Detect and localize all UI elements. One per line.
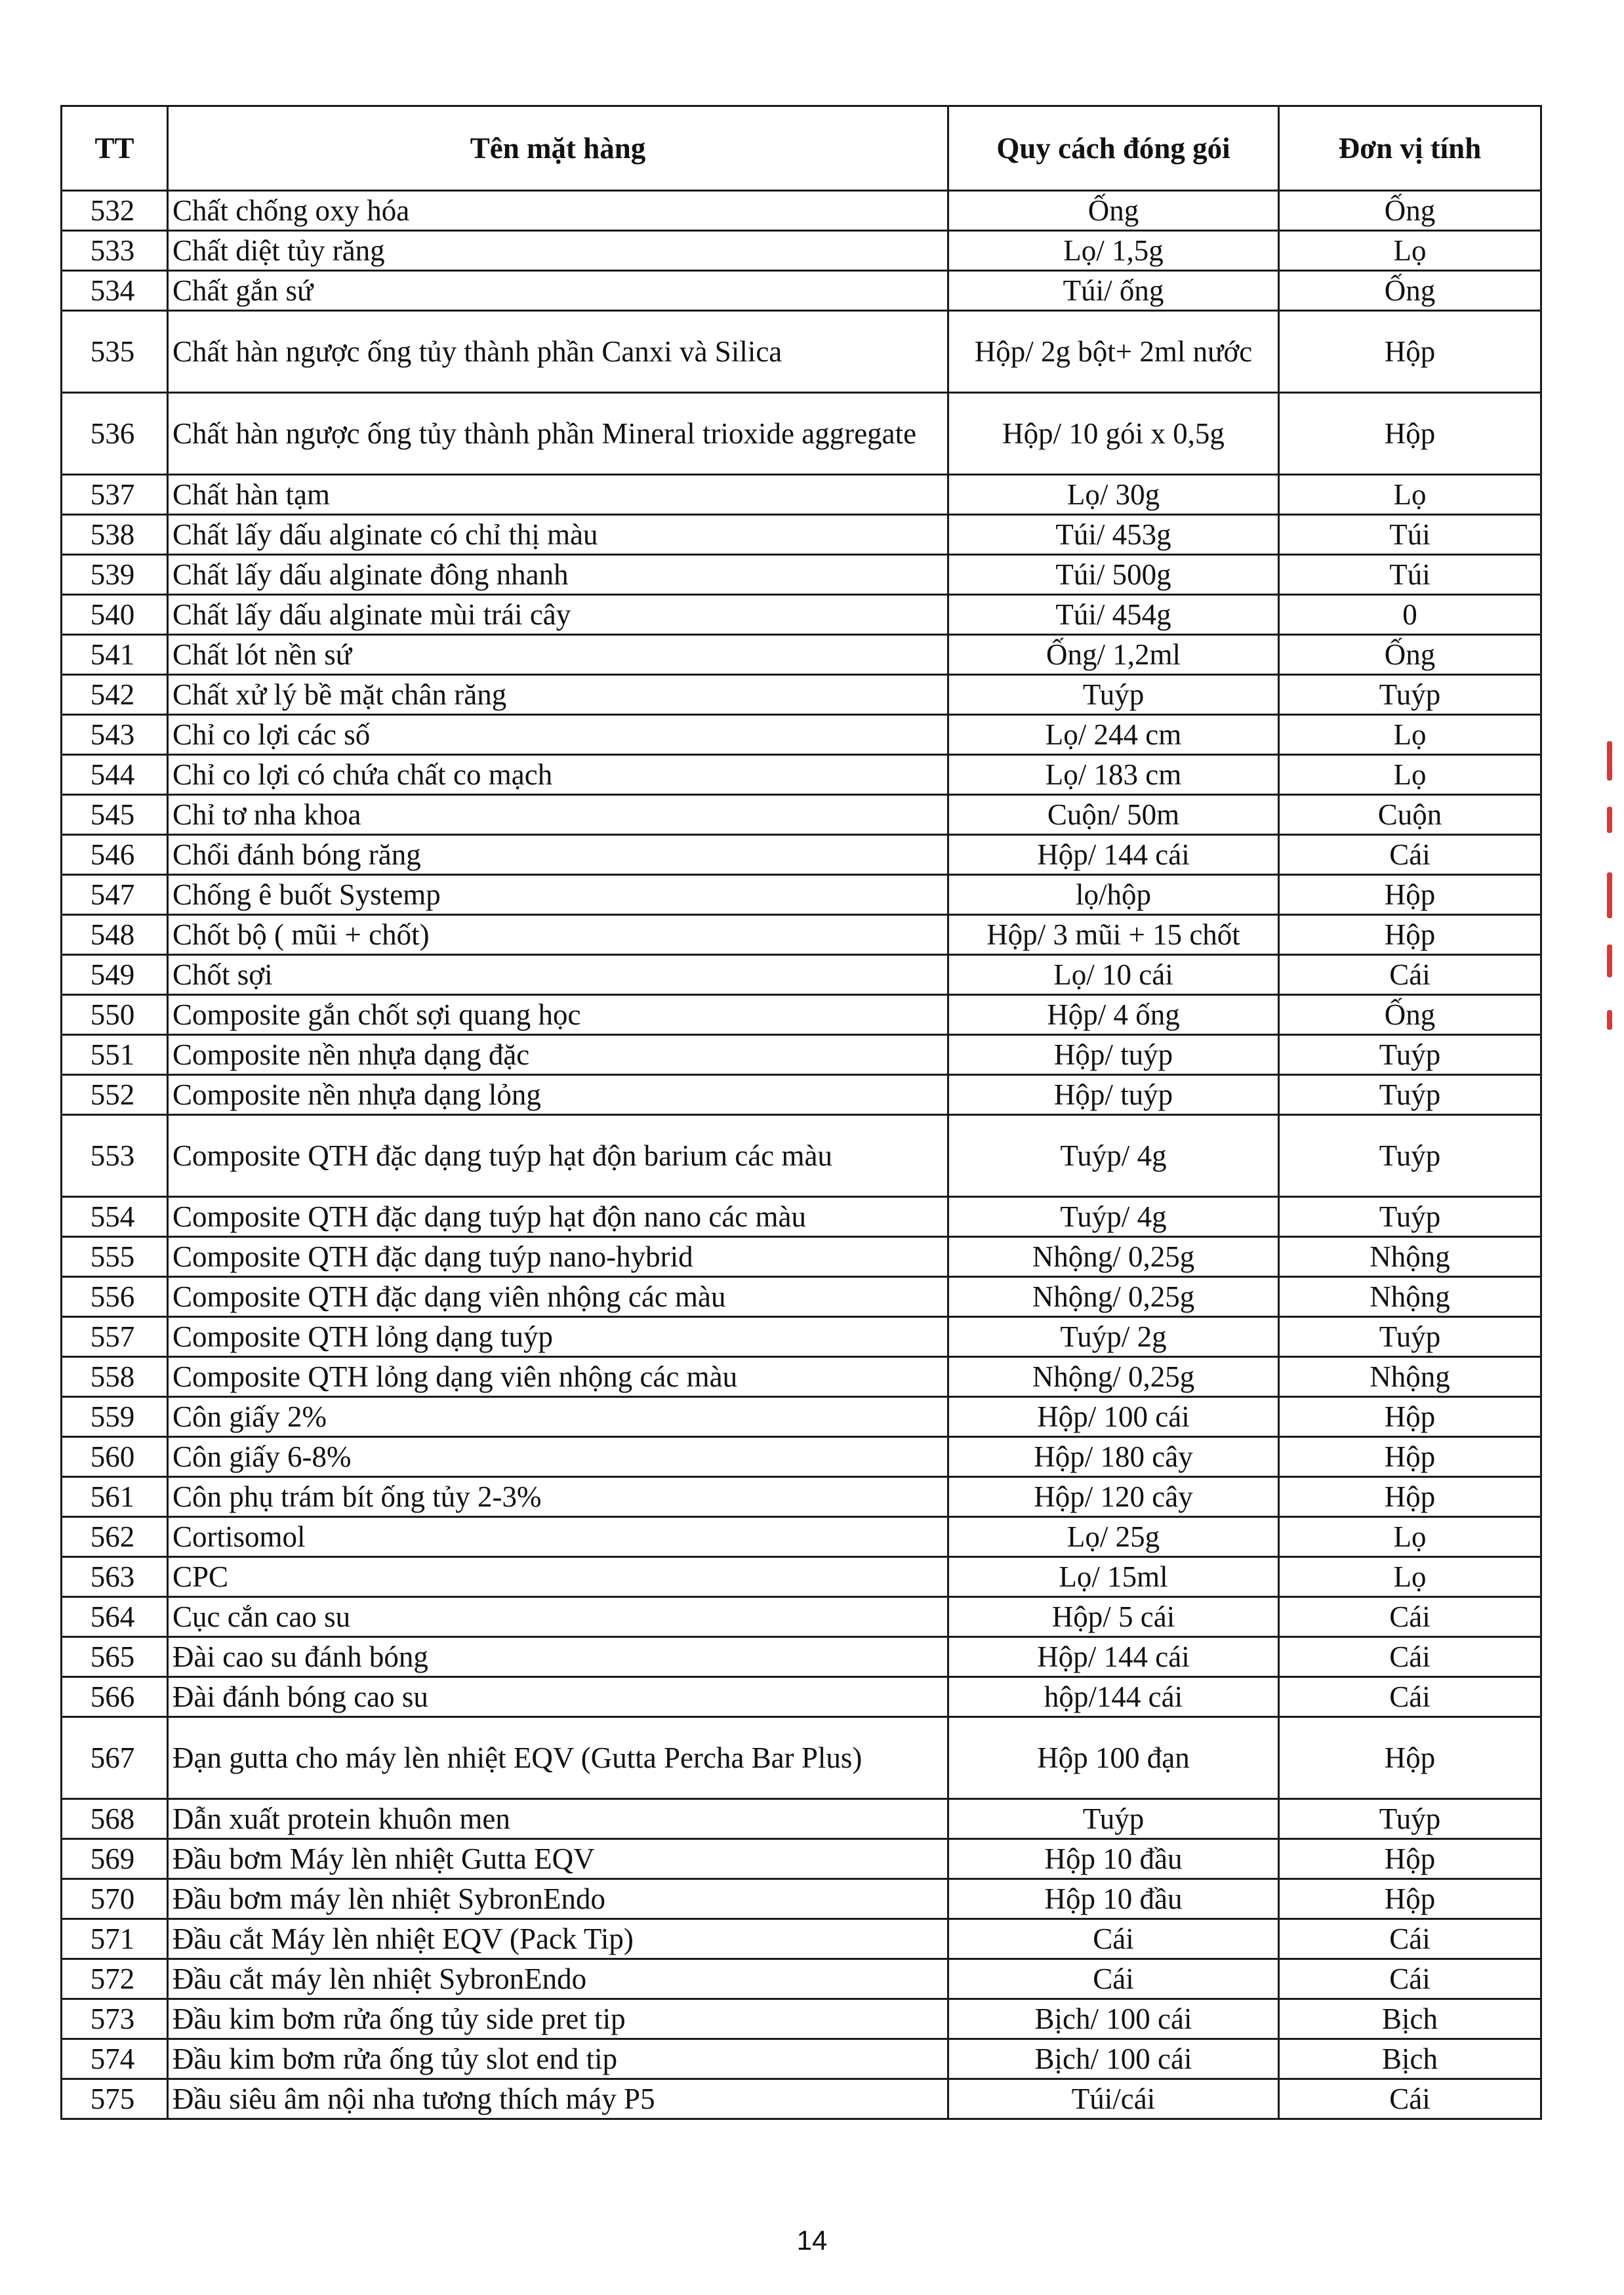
edge-stamp-mark (1607, 944, 1612, 977)
unit-cell: Tuýp (1279, 1317, 1541, 1357)
row-number-cell: 540 (62, 595, 168, 635)
item-name-cell: Đầu siêu âm nội nha tương thích máy P5 (168, 2079, 948, 2119)
unit-cell: Hộp (1279, 1437, 1541, 1477)
unit-cell: 0 (1279, 595, 1541, 635)
packaging-cell: Hộp 100 đạn (948, 1717, 1279, 1799)
table-row (62, 1237, 1541, 1277)
item-name-cell: Chất chống oxy hóa (168, 191, 948, 231)
item-name-cell: Composite gắn chốt sợi quang học (168, 995, 948, 1035)
item-name-cell: Chống ê buốt Systemp (168, 875, 948, 915)
table-row (62, 2039, 1541, 2079)
item-name-cell: Đầu bơm máy lèn nhiệt SybronEndo (168, 1879, 948, 1919)
packaging-cell: Hộp/ 144 cái (948, 1637, 1279, 1677)
table-row (62, 1277, 1541, 1317)
packaging-cell: Bịch/ 100 cái (948, 1999, 1279, 2039)
packaging-cell: Hộp/ 100 cái (948, 1397, 1279, 1437)
table-row (62, 1959, 1541, 1999)
table-row (62, 755, 1541, 795)
unit-cell: Nhộng (1279, 1237, 1541, 1277)
table-header (62, 106, 1541, 191)
unit-cell: Lọ (1279, 1557, 1541, 1597)
item-name-cell: Chất hàn ngược ống tủy thành phần Mineral trioxide aggregate (168, 393, 948, 475)
packaging-cell: Nhộng/ 0,25g (948, 1357, 1279, 1397)
item-name-cell: Đầu cắt máy lèn nhiệt SybronEndo (168, 1959, 948, 1999)
item-name-cell: Cục cắn cao su (168, 1597, 948, 1637)
item-name-cell: Chốt bộ ( mũi + chốt) (168, 915, 948, 955)
row-number-cell: 539 (62, 555, 168, 595)
row-number-cell: 535 (62, 311, 168, 393)
packaging-cell: Ống (948, 191, 1279, 231)
row-number-cell: 536 (62, 393, 168, 475)
packaging-cell: Lọ/ 244 cm (948, 715, 1279, 755)
unit-cell: Lọ (1279, 231, 1541, 271)
row-number-cell: 549 (62, 955, 168, 995)
unit-cell: Lọ (1279, 715, 1541, 755)
packaging-cell: Hộp/ 10 gói x 0,5g (948, 393, 1279, 475)
unit-cell: Ống (1279, 995, 1541, 1035)
packaging-cell: hộp/144 cái (948, 1677, 1279, 1717)
row-number-cell: 558 (62, 1357, 168, 1397)
row-number-cell: 541 (62, 635, 168, 675)
unit-cell: Cái (1279, 835, 1541, 875)
table-row (62, 1197, 1541, 1237)
unit-cell: Bịch (1279, 1999, 1541, 2039)
table-row (62, 1879, 1541, 1919)
row-number-cell: 566 (62, 1677, 168, 1717)
table-row (62, 1799, 1541, 1839)
edge-stamp-mark (1607, 807, 1612, 833)
unit-cell: Tuýp (1279, 1197, 1541, 1237)
table-row (62, 1075, 1541, 1115)
packaging-cell: Hộp/ 3 mũi + 15 chốt (948, 915, 1279, 955)
row-number-cell: 559 (62, 1397, 168, 1437)
unit-cell: Cái (1279, 2079, 1541, 2119)
table-row (62, 1357, 1541, 1397)
row-number-cell: 560 (62, 1437, 168, 1477)
packaging-cell: Ống/ 1,2ml (948, 635, 1279, 675)
table-row (62, 1437, 1541, 1477)
item-name-cell: Composite nền nhựa dạng đặc (168, 1035, 948, 1075)
item-name-cell: Chất lót nền sứ (168, 635, 948, 675)
unit-cell: Hộp (1279, 1397, 1541, 1437)
packaging-cell: Cái (948, 1919, 1279, 1959)
item-name-cell: Cortisomol (168, 1517, 948, 1557)
unit-cell: Nhộng (1279, 1357, 1541, 1397)
packaging-cell: Túi/cái (948, 2079, 1279, 2119)
unit-cell: Cuộn (1279, 795, 1541, 835)
packaging-cell: Tuýp (948, 1799, 1279, 1839)
row-number-cell: 562 (62, 1517, 168, 1557)
item-name-cell: Chất diệt tủy răng (168, 231, 948, 271)
unit-cell: Ống (1279, 271, 1541, 311)
packaging-cell: Cái (948, 1959, 1279, 1999)
table-row (62, 1477, 1541, 1517)
packaging-cell: Hộp/ 5 cái (948, 1597, 1279, 1637)
item-name-cell: Chất lấy dấu alginate có chỉ thị màu (168, 515, 948, 555)
row-number-cell: 534 (62, 271, 168, 311)
table-row (62, 995, 1541, 1035)
row-number-cell: 573 (62, 1999, 168, 2039)
item-name-cell: Composite QTH lỏng dạng tuýp (168, 1317, 948, 1357)
table-row (62, 795, 1541, 835)
unit-cell: Lọ (1279, 755, 1541, 795)
item-name-cell: Dẫn xuất protein khuôn men (168, 1799, 948, 1839)
table-row (62, 1919, 1541, 1959)
unit-cell: Cái (1279, 1597, 1541, 1637)
row-number-cell: 543 (62, 715, 168, 755)
item-name-cell: Đạn gutta cho máy lèn nhiệt EQV (Gutta Percha Bar Plus) (168, 1717, 948, 1799)
item-name-cell: Đài đánh bóng cao su (168, 1677, 948, 1717)
item-name-cell: Côn phụ trám bít ống tủy 2-3% (168, 1477, 948, 1517)
packaging-cell: Lọ/ 1,5g (948, 231, 1279, 271)
packaging-cell: Lọ/ 183 cm (948, 755, 1279, 795)
row-number-cell: 574 (62, 2039, 168, 2079)
packaging-cell: Túi/ ống (948, 271, 1279, 311)
unit-cell: Hộp (1279, 311, 1541, 393)
item-name-cell: Composite QTH đặc dạng viên nhộng các màu (168, 1277, 948, 1317)
table-row (62, 1717, 1541, 1799)
table-body (62, 191, 1541, 2119)
row-number-cell: 555 (62, 1237, 168, 1277)
table-row (62, 1035, 1541, 1075)
table-row (62, 1839, 1541, 1879)
table-row (62, 191, 1541, 231)
table-row (62, 1557, 1541, 1597)
edge-stamp-mark (1607, 741, 1612, 781)
unit-cell: Tuýp (1279, 1035, 1541, 1075)
unit-cell: Hộp (1279, 875, 1541, 915)
row-number-cell: 544 (62, 755, 168, 795)
packaging-cell: Lọ/ 30g (948, 475, 1279, 515)
unit-cell: Cái (1279, 1919, 1541, 1959)
row-number-cell: 532 (62, 191, 168, 231)
unit-cell: Cái (1279, 955, 1541, 995)
row-number-cell: 563 (62, 1557, 168, 1597)
unit-cell: Lọ (1279, 1517, 1541, 1557)
packaging-cell: Cuộn/ 50m (948, 795, 1279, 835)
packaging-cell: Hộp/ 120 cây (948, 1477, 1279, 1517)
table-row (62, 1999, 1541, 2039)
row-number-cell: 552 (62, 1075, 168, 1115)
table-row (62, 1597, 1541, 1637)
item-name-cell: Chất hàn ngược ống tủy thành phần Canxi và Silica (168, 311, 948, 393)
row-number-cell: 565 (62, 1637, 168, 1677)
edge-stamp-mark (1607, 1010, 1612, 1030)
unit-cell: Tuýp (1279, 1075, 1541, 1115)
unit-cell: Hộp (1279, 1839, 1541, 1879)
item-name-cell: Đầu kim bơm rửa ống tủy side pret tip (168, 1999, 948, 2039)
row-number-cell: 546 (62, 835, 168, 875)
item-name-cell: CPC (168, 1557, 948, 1597)
table-row (62, 475, 1541, 515)
packaging-cell: Lọ/ 25g (948, 1517, 1279, 1557)
row-number-cell: 564 (62, 1597, 168, 1637)
table-row (62, 915, 1541, 955)
page-number: 14 (796, 2225, 828, 2256)
table-row (62, 231, 1541, 271)
unit-cell: Ống (1279, 191, 1541, 231)
unit-cell: Tuýp (1279, 675, 1541, 715)
item-name-cell: Đầu bơm Máy lèn nhiệt Gutta EQV (168, 1839, 948, 1879)
unit-cell: Hộp (1279, 1717, 1541, 1799)
row-number-cell: 554 (62, 1197, 168, 1237)
row-number-cell: 561 (62, 1477, 168, 1517)
packaging-cell: Túi/ 453g (948, 515, 1279, 555)
packaging-cell: Hộp/ 144 cái (948, 835, 1279, 875)
row-number-cell: 537 (62, 475, 168, 515)
packaging-cell: Lọ/ 15ml (948, 1557, 1279, 1597)
item-name-cell: Chỉ co lợi các số (168, 715, 948, 755)
packaging-cell: Hộp/ tuýp (948, 1035, 1279, 1075)
row-number-cell: 569 (62, 1839, 168, 1879)
table-row (62, 635, 1541, 675)
packaging-cell: Hộp/ tuýp (948, 1075, 1279, 1115)
item-name-cell: Chất lấy dấu alginate đông nhanh (168, 555, 948, 595)
item-name-cell: Chất hàn tạm (168, 475, 948, 515)
packaging-cell: Bịch/ 100 cái (948, 2039, 1279, 2079)
table-row (62, 835, 1541, 875)
unit-cell: Tuýp (1279, 1115, 1541, 1197)
table-row (62, 515, 1541, 555)
packaging-cell: Hộp/ 2g bột+ 2ml nước (948, 311, 1279, 393)
row-number-cell: 538 (62, 515, 168, 555)
table-row (62, 555, 1541, 595)
packaging-cell: Tuýp/ 2g (948, 1317, 1279, 1357)
packaging-cell: Túi/ 500g (948, 555, 1279, 595)
packaging-cell: Hộp 10 đầu (948, 1839, 1279, 1879)
packaging-cell: Tuýp (948, 675, 1279, 715)
table-row (62, 2079, 1541, 2119)
item-name-cell: Chất gắn sứ (168, 271, 948, 311)
unit-cell: Bịch (1279, 2039, 1541, 2079)
row-number-cell: 545 (62, 795, 168, 835)
item-name-cell: Chốt sợi (168, 955, 948, 995)
table-row (62, 311, 1541, 393)
header-unit: Đơn vị tính (1279, 106, 1541, 191)
unit-cell: Nhộng (1279, 1277, 1541, 1317)
packaging-cell: Tuýp/ 4g (948, 1115, 1279, 1197)
item-name-cell: Côn giấy 2% (168, 1397, 948, 1437)
item-name-cell: Composite QTH đặc dạng tuýp hạt độn nano các màu (168, 1197, 948, 1237)
supplies-table (60, 105, 1542, 2120)
unit-cell: Cái (1279, 1677, 1541, 1717)
item-name-cell: Chỉ co lợi có chứa chất co mạch (168, 755, 948, 795)
row-number-cell: 556 (62, 1277, 168, 1317)
row-number-cell: 557 (62, 1317, 168, 1357)
packaging-cell: Lọ/ 10 cái (948, 955, 1279, 995)
unit-cell: Ống (1279, 635, 1541, 675)
table-row (62, 271, 1541, 311)
item-name-cell: Côn giấy 6-8% (168, 1437, 948, 1477)
header-row (62, 106, 1541, 191)
row-number-cell: 547 (62, 875, 168, 915)
row-number-cell: 571 (62, 1919, 168, 1959)
row-number-cell: 575 (62, 2079, 168, 2119)
table-row (62, 1317, 1541, 1357)
edge-stamp-mark (1607, 872, 1612, 918)
packaging-cell: Túi/ 454g (948, 595, 1279, 635)
row-number-cell: 533 (62, 231, 168, 271)
row-number-cell: 550 (62, 995, 168, 1035)
unit-cell: Hộp (1279, 1879, 1541, 1919)
item-name-cell: Đài cao su đánh bóng (168, 1637, 948, 1677)
item-name-cell: Chất xử lý bề mặt chân răng (168, 675, 948, 715)
row-number-cell: 568 (62, 1799, 168, 1839)
packaging-cell: lọ/hộp (948, 875, 1279, 915)
table-row (62, 1677, 1541, 1717)
table-row (62, 1637, 1541, 1677)
packaging-cell: Nhộng/ 0,25g (948, 1237, 1279, 1277)
packaging-cell: Nhộng/ 0,25g (948, 1277, 1279, 1317)
unit-cell: Hộp (1279, 393, 1541, 475)
table-row (62, 875, 1541, 915)
packaging-cell: Tuýp/ 4g (948, 1197, 1279, 1237)
table-row (62, 1397, 1541, 1437)
item-name-cell: Composite nền nhựa dạng lỏng (168, 1075, 948, 1115)
header-packaging: Quy cách đóng gói (948, 106, 1279, 191)
packaging-cell: Hộp/ 4 ống (948, 995, 1279, 1035)
table-row (62, 1517, 1541, 1557)
row-number-cell: 567 (62, 1717, 168, 1799)
row-number-cell: 551 (62, 1035, 168, 1075)
row-number-cell: 570 (62, 1879, 168, 1919)
item-name-cell: Đầu cắt Máy lèn nhiệt EQV (Pack Tip) (168, 1919, 948, 1959)
table-row (62, 1115, 1541, 1197)
item-name-cell: Composite QTH lỏng dạng viên nhộng các màu (168, 1357, 948, 1397)
item-name-cell: Chất lấy dấu alginate mùi trái cây (168, 595, 948, 635)
unit-cell: Hộp (1279, 915, 1541, 955)
item-name-cell: Composite QTH đặc dạng tuýp nano-hybrid (168, 1237, 948, 1277)
header-tt: TT (62, 106, 168, 191)
unit-cell: Lọ (1279, 475, 1541, 515)
packaging-cell: Hộp/ 180 cây (948, 1437, 1279, 1477)
item-name-cell: Composite QTH đặc dạng tuýp hạt độn barium các màu (168, 1115, 948, 1197)
packaging-cell: Hộp 10 đầu (948, 1879, 1279, 1919)
unit-cell: Hộp (1279, 1477, 1541, 1517)
table-row (62, 595, 1541, 635)
row-number-cell: 548 (62, 915, 168, 955)
header-name: Tên mặt hàng (168, 106, 948, 191)
row-number-cell: 553 (62, 1115, 168, 1197)
item-name-cell: Chổi đánh bóng răng (168, 835, 948, 875)
unit-cell: Tuýp (1279, 1799, 1541, 1839)
table-row (62, 675, 1541, 715)
unit-cell: Túi (1279, 555, 1541, 595)
item-name-cell: Chỉ tơ nha khoa (168, 795, 948, 835)
row-number-cell: 542 (62, 675, 168, 715)
item-name-cell: Đầu kim bơm rửa ống tủy slot end tip (168, 2039, 948, 2079)
table-row (62, 715, 1541, 755)
row-number-cell: 572 (62, 1959, 168, 1999)
unit-cell: Cái (1279, 1959, 1541, 1999)
table-row (62, 393, 1541, 475)
table-row (62, 955, 1541, 995)
unit-cell: Cái (1279, 1637, 1541, 1677)
unit-cell: Túi (1279, 515, 1541, 555)
